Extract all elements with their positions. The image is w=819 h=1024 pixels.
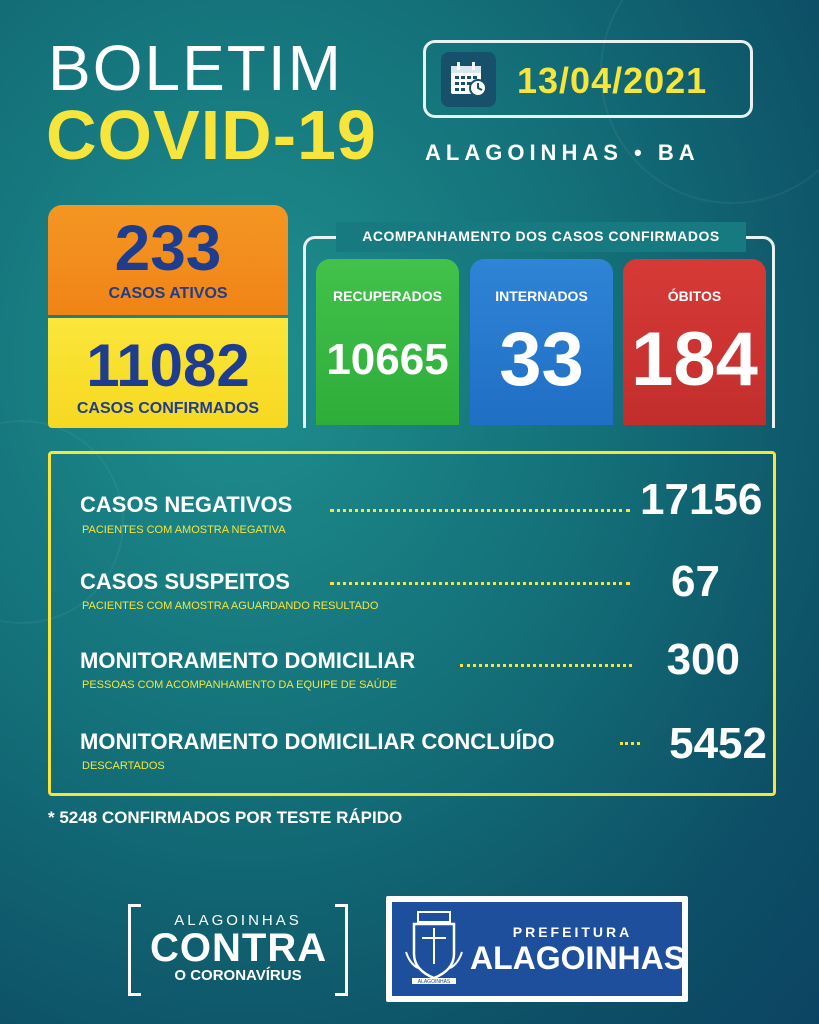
svg-text:ALAGOINHAS: ALAGOINHAS — [417, 979, 451, 985]
active-cases-label: CASOS ATIVOS — [108, 285, 228, 302]
suspected-cases-title: CASOS SUSPEITOS — [80, 569, 290, 594]
deaths-label: ÓBITOS — [667, 288, 722, 304]
recovered-label: RECUPERADOS — [333, 288, 442, 304]
monitoring-completed-title: MONITORAMENTO DOMICILIAR CONCLUÍDO — [80, 729, 555, 754]
city-label: ALAGOINHAS • BA — [425, 140, 700, 165]
confirmed-cases-label: CASOS CONFIRMADOS — [76, 400, 260, 417]
home-monitoring-subtitle: PESSOAS COM ACOMPANHAMENTO DA EQUIPE DE SAÚDE — [82, 679, 397, 691]
home-monitoring-value: 300 — [666, 635, 740, 684]
bulletin-date: 13/04/2021 — [517, 60, 708, 101]
rapid-test-footnote: * 5248 CONFIRMADOS POR TESTE RÁPIDO — [48, 808, 403, 827]
campaign-logo-coronavirus: O CORONAVÍRUS — [174, 967, 302, 984]
confirmed-cases-value: 11082 — [86, 332, 250, 399]
dotted-leader — [330, 582, 630, 585]
dotted-leader — [620, 742, 640, 745]
tracking-title: ACOMPANHAMENTO DOS CASOS CONFIRMADOS — [362, 228, 720, 244]
deaths-value: 184 — [631, 317, 758, 402]
prefeitura-logo-line2: ALAGOINHAS — [470, 940, 686, 976]
bulletin-title: BOLETIM — [48, 32, 343, 104]
city-seal-icon — [404, 908, 464, 988]
monitoring-completed-subtitle: DESCARTADOS — [82, 760, 165, 772]
hospitalized-label: INTERNADOS — [495, 288, 588, 304]
hospitalized-value: 33 — [499, 317, 584, 402]
recovered-value: 10665 — [326, 335, 449, 384]
suspected-cases-value: 67 — [671, 557, 720, 606]
home-monitoring-title: MONITORAMENTO DOMICILIAR — [80, 648, 416, 673]
negative-cases-value: 17156 — [640, 475, 763, 524]
campaign-logo-city: ALAGOINHAS — [174, 912, 302, 929]
covid-title: COVID-19 — [46, 96, 377, 174]
campaign-logo-contra: CONTRA — [150, 926, 328, 970]
dotted-leader — [460, 664, 632, 667]
negative-cases-title: CASOS NEGATIVOS — [80, 492, 293, 517]
active-cases-value: 233 — [114, 212, 222, 284]
monitoring-completed-value: 5452 — [669, 719, 767, 768]
suspected-cases-subtitle: PACIENTES COM AMOSTRA AGUARDANDO RESULTADO — [82, 600, 379, 612]
calendar-icon — [441, 52, 496, 107]
negative-cases-subtitle: PACIENTES COM AMOSTRA NEGATIVA — [82, 524, 286, 536]
dotted-leader — [330, 509, 630, 512]
prefeitura-logo-line1: PREFEITURA — [512, 924, 633, 940]
